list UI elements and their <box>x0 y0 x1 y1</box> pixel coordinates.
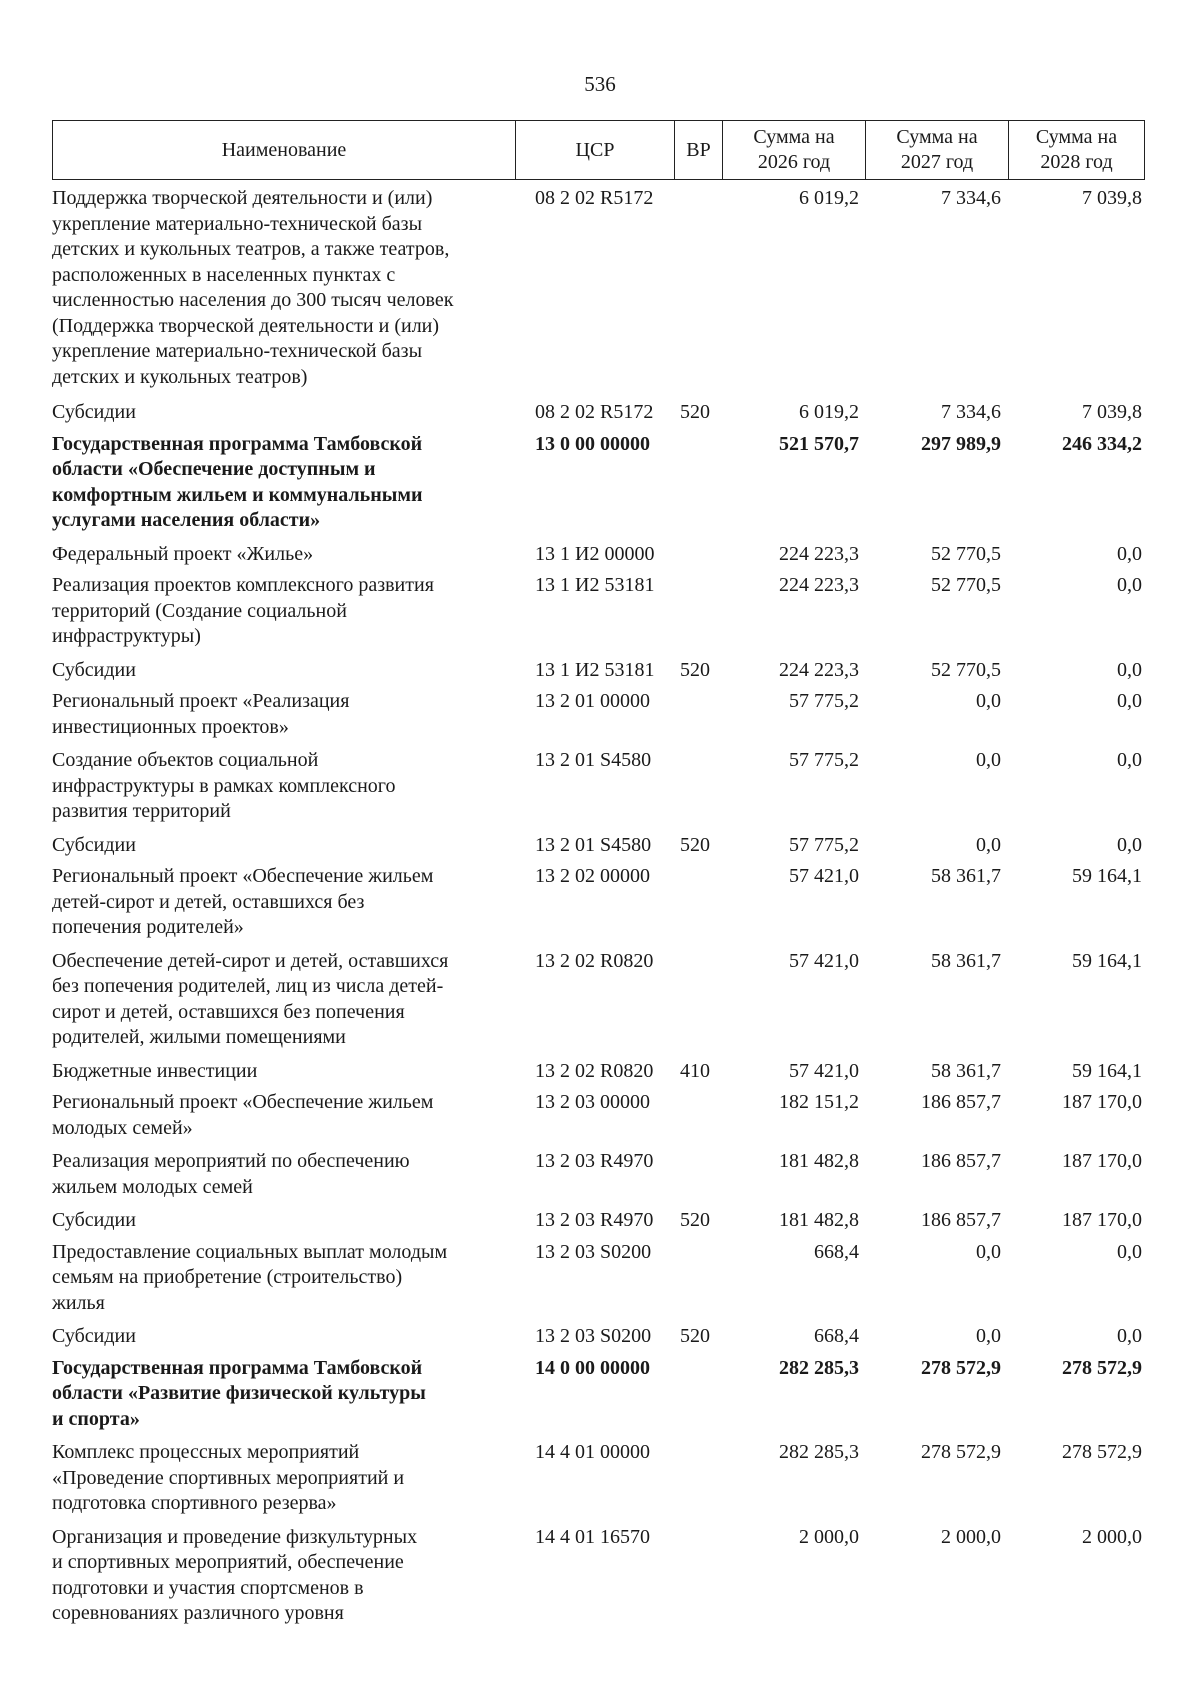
page-number: 536 <box>584 72 616 96</box>
row-vr <box>680 432 728 534</box>
row-vr: 520 <box>680 658 710 681</box>
row-csr: 08 2 02 R5172 <box>535 401 654 423</box>
row-sum-2027: 0,0 <box>976 1240 1001 1263</box>
row-sum-2028: 187 170,0 <box>1062 1150 1142 1172</box>
row-sum-2027: 186 857,7 <box>921 1209 1001 1231</box>
row-vr: 520 <box>680 1325 710 1347</box>
header-sum-2027: Сумма на 2027 год <box>865 120 1008 180</box>
table-row <box>52 1356 1152 1433</box>
row-sum-2028: 0,0 <box>1117 658 1142 681</box>
row-sum-2027: 186 857,7 <box>921 1150 1001 1172</box>
header-sum-2026: Сумма на 2026 год <box>722 120 865 180</box>
table-row <box>52 689 1152 740</box>
table-row <box>52 1324 1152 1350</box>
row-csr: 13 2 02 R0820 <box>535 1059 654 1082</box>
table-row <box>52 1090 1152 1141</box>
row-sum-2027: 0,0 <box>976 833 1001 856</box>
row-sum-2026: 181 482,8 <box>779 1150 859 1172</box>
row-csr: 13 2 02 00000 <box>535 865 650 887</box>
row-sum-2027: 0,0 <box>976 749 1001 771</box>
table-row <box>52 748 1152 825</box>
row-sum-2026: 6 019,2 <box>799 187 859 209</box>
row-csr: 13 2 03 00000 <box>535 1091 650 1113</box>
row-name: Реализация мероприятий по обеспечению жильем молодых семей <box>52 1150 410 1198</box>
row-sum-2027: 52 770,5 <box>931 574 1001 596</box>
row-sum-2027: 7 334,6 <box>941 187 1001 209</box>
row-csr: 13 2 01 S4580 <box>535 833 652 856</box>
row-name: Организация и проведение физкультурных и спортивных мероприятий, обеспечение подготовки и участия спортсменов в соревнованиях различного уровня <box>52 1525 418 1624</box>
table-row <box>52 1059 1152 1085</box>
header-name: Наименование <box>52 120 515 180</box>
table-row <box>52 1208 1152 1234</box>
row-sum-2027: 278 572,9 <box>921 1441 1001 1463</box>
row-csr: 13 2 03 S0200 <box>535 1325 652 1347</box>
row-csr: 13 2 02 R0820 <box>535 949 654 972</box>
row-name: Региональный проект «Обеспечение жильем детей-сирот и детей, оставшихся без попечения родителей» <box>52 865 434 938</box>
row-name: Обеспечение детей-сирот и детей, оставшихся без попечения родителей, лиц из числа детей- сирот и детей, оставшихся без попечения родителей, жилыми помещениями <box>52 949 449 1048</box>
header-csr: ЦСР <box>515 120 674 180</box>
row-csr: 13 1 И2 00000 <box>535 542 655 565</box>
table-row <box>52 1149 1152 1200</box>
row-vr <box>680 748 728 825</box>
row-name: Реализация проектов комплексного развития территорий (Создание социальной инфраструктуры) <box>52 574 434 647</box>
row-sum-2026: 57 775,2 <box>789 833 859 856</box>
row-sum-2026: 6 019,2 <box>799 401 859 423</box>
row-sum-2026: 282 285,3 <box>779 1441 859 1463</box>
row-sum-2027: 58 361,7 <box>931 1059 1001 1082</box>
row-name: Региональный проект «Обеспечение жильем молодых семей» <box>52 1091 434 1139</box>
row-vr <box>680 1356 728 1433</box>
row-sum-2028: 0,0 <box>1117 542 1142 565</box>
row-sum-2026: 181 482,8 <box>779 1209 859 1231</box>
table-row <box>52 573 1152 650</box>
row-sum-2026: 521 570,7 <box>779 432 859 455</box>
row-sum-2026: 224 223,3 <box>779 658 859 681</box>
row-name: Комплекс процессных мероприятий «Проведение спортивных мероприятий и подготовка спортивного резерва» <box>52 1441 405 1514</box>
table-row <box>52 949 1152 1051</box>
header-sum-2028: Сумма на 2028 год <box>1008 120 1145 180</box>
row-sum-2027: 0,0 <box>976 1325 1001 1347</box>
row-sum-2026: 668,4 <box>814 1240 859 1263</box>
row-vr <box>680 573 728 650</box>
row-sum-2028: 2 000,0 <box>1082 1525 1142 1548</box>
row-sum-2027: 52 770,5 <box>931 542 1001 565</box>
row-csr: 14 4 01 16570 <box>535 1525 650 1548</box>
row-vr <box>680 1090 728 1141</box>
table-row <box>52 864 1152 941</box>
row-csr: 13 2 01 00000 <box>535 690 650 712</box>
row-sum-2026: 2 000,0 <box>799 1525 859 1548</box>
row-vr <box>680 186 728 390</box>
row-csr: 14 4 01 00000 <box>535 1441 650 1463</box>
row-name: Бюджетные инвестиции <box>52 1059 258 1082</box>
header-vr: ВР <box>674 120 722 180</box>
row-name: Субсидии <box>52 401 136 423</box>
row-vr <box>680 689 728 740</box>
row-csr: 13 2 03 R4970 <box>535 1150 654 1172</box>
row-name: Субсидии <box>52 658 136 681</box>
row-csr: 13 2 03 R4970 <box>535 1209 654 1231</box>
row-sum-2028: 187 170,0 <box>1062 1091 1142 1113</box>
row-csr: 08 2 02 R5172 <box>535 187 654 209</box>
row-name: Предоставление социальных выплат молодым семьям на приобретение (строительство) жилья <box>52 1240 448 1314</box>
row-sum-2028: 0,0 <box>1117 1240 1142 1263</box>
row-sum-2027: 7 334,6 <box>941 401 1001 423</box>
row-vr <box>680 1149 728 1200</box>
table-row <box>52 432 1152 534</box>
row-vr: 410 <box>680 1059 710 1082</box>
row-sum-2028: 0,0 <box>1117 749 1142 771</box>
row-sum-2028: 0,0 <box>1117 574 1142 596</box>
table-row <box>52 1440 1152 1517</box>
row-csr: 13 1 И2 53181 <box>535 658 655 681</box>
row-sum-2028: 246 334,2 <box>1062 432 1142 455</box>
row-sum-2026: 57 775,2 <box>789 749 859 771</box>
row-vr <box>680 949 728 1051</box>
row-csr: 13 0 00 00000 <box>535 432 650 455</box>
row-vr: 520 <box>680 833 710 856</box>
row-sum-2028: 7 039,8 <box>1082 187 1142 209</box>
row-csr: 13 2 01 S4580 <box>535 749 652 771</box>
row-sum-2027: 58 361,7 <box>931 949 1001 972</box>
row-sum-2028: 0,0 <box>1117 690 1142 712</box>
row-name: Государственная программа Тамбовской области «Обеспечение доступным и комфортным жильем и коммунальными услугами населения области» <box>52 432 423 531</box>
table-row <box>52 186 1152 390</box>
table-row <box>52 400 1152 426</box>
row-sum-2028: 59 164,1 <box>1072 1059 1142 1082</box>
row-sum-2028: 0,0 <box>1117 833 1142 856</box>
row-sum-2027: 58 361,7 <box>931 865 1001 887</box>
row-name: Государственная программа Тамбовской области «Развитие физической культуры и спорта» <box>52 1356 426 1430</box>
row-sum-2028: 7 039,8 <box>1082 401 1142 423</box>
row-sum-2027: 297 989,9 <box>921 432 1001 455</box>
table-header <box>52 120 1145 180</box>
row-sum-2026: 224 223,3 <box>779 574 859 596</box>
table-row <box>52 1240 1152 1317</box>
row-name: Региональный проект «Реализация инвестиционных проектов» <box>52 690 350 738</box>
row-name: Поддержка творческой деятельности и (или) укрепление материально-технической базы детских и кукольных театров, а также театров, расположенных в населенных пунктах с численностью населения до 300 тысяч человек (Поддержка творческой деятельности и (или) укрепление материально-технической базы детских и кукольных театров) <box>52 187 454 388</box>
row-sum-2027: 0,0 <box>976 690 1001 712</box>
row-sum-2028: 59 164,1 <box>1072 949 1142 972</box>
row-sum-2028: 278 572,9 <box>1062 1356 1142 1379</box>
row-vr: 520 <box>680 401 710 423</box>
row-vr <box>680 542 728 568</box>
row-sum-2026: 57 775,2 <box>789 690 859 712</box>
row-sum-2026: 57 421,0 <box>789 1059 859 1082</box>
row-sum-2026: 668,4 <box>814 1325 859 1347</box>
table-body <box>52 186 1152 1627</box>
table-row <box>52 658 1152 684</box>
row-vr <box>680 1240 728 1317</box>
row-vr <box>680 864 728 941</box>
table-row <box>52 542 1152 568</box>
row-sum-2026: 57 421,0 <box>789 865 859 887</box>
row-name: Субсидии <box>52 1325 136 1347</box>
row-vr <box>680 1440 728 1517</box>
row-csr: 14 0 00 00000 <box>535 1356 650 1379</box>
row-name: Федеральный проект «Жилье» <box>52 542 314 565</box>
table-row <box>52 833 1152 859</box>
row-sum-2026: 224 223,3 <box>779 542 859 565</box>
row-sum-2027: 186 857,7 <box>921 1091 1001 1113</box>
row-sum-2027: 2 000,0 <box>941 1525 1001 1548</box>
row-sum-2028: 187 170,0 <box>1062 1209 1142 1231</box>
row-vr <box>680 1525 728 1627</box>
row-name: Субсидии <box>52 833 136 856</box>
row-sum-2027: 278 572,9 <box>921 1356 1001 1379</box>
row-sum-2027: 52 770,5 <box>931 658 1001 681</box>
row-sum-2026: 282 285,3 <box>779 1356 859 1379</box>
row-sum-2026: 57 421,0 <box>789 949 859 972</box>
table-row <box>52 1525 1152 1627</box>
row-sum-2028: 278 572,9 <box>1062 1441 1142 1463</box>
row-csr: 13 1 И2 53181 <box>535 574 655 596</box>
row-sum-2028: 59 164,1 <box>1072 865 1142 887</box>
row-sum-2028: 0,0 <box>1117 1325 1142 1347</box>
row-name: Создание объектов социальной инфраструктуры в рамках комплексного развития территорий <box>52 749 396 822</box>
row-name: Субсидии <box>52 1209 136 1231</box>
row-sum-2026: 182 151,2 <box>779 1091 859 1113</box>
row-csr: 13 2 03 S0200 <box>535 1240 652 1263</box>
row-vr: 520 <box>680 1209 710 1231</box>
